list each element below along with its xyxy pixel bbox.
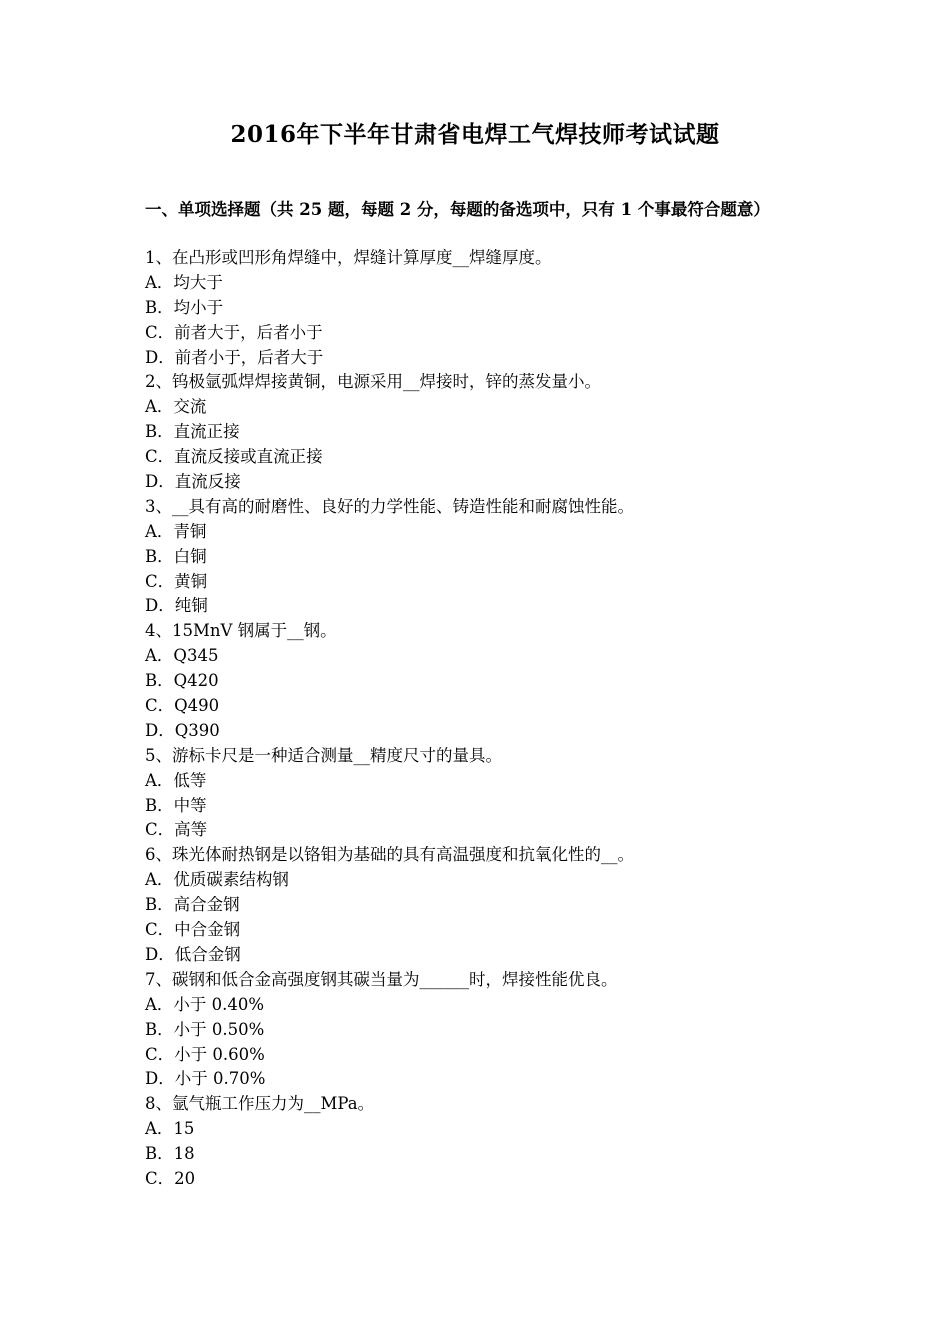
question-stem: 3、__具有高的耐磨性、良好的力学性能、铸造性能和耐腐蚀性能。 — [145, 496, 634, 516]
answer-option: B．小于 0.50% — [145, 1019, 265, 1039]
question-list — [145, 246, 810, 1192]
answer-option: D．直流反接 — [145, 472, 241, 492]
answer-option: D．低合金钢 — [145, 944, 241, 964]
question-item — [145, 619, 810, 743]
question-item — [145, 843, 810, 967]
document-title: 2016年下半年甘肃省电焊工气焊技师考试试题 — [230, 121, 720, 148]
question-stem: 5、游标卡尺是一种适合测量__精度尺寸的量具。 — [145, 745, 502, 765]
answer-option: A．均大于 — [145, 272, 223, 292]
answer-option: D．前者小于，后者大于 — [145, 347, 324, 367]
answer-option: A．小于 0.40% — [145, 994, 265, 1014]
answer-option: D．Q390 — [145, 720, 220, 740]
question-stem: 2、钨极氩弧焊焊接黄铜，电源采用__焊接时，锌的蒸发量小。 — [145, 372, 601, 392]
question-item — [145, 744, 810, 844]
answer-option: C．高等 — [145, 820, 208, 840]
question-item — [145, 370, 810, 494]
answer-option: A．低等 — [145, 770, 207, 790]
answer-option: C．直流反接或直流正接 — [145, 447, 323, 467]
question-stem: 7、碳钢和低合金高强度钢其碳当量为______时，焊接性能优良。 — [145, 969, 618, 989]
answer-option: B．中等 — [145, 795, 207, 815]
answer-option: A．优质碳素结构钢 — [145, 870, 289, 890]
answer-option: D．小于 0.70% — [145, 1069, 266, 1089]
answer-option: A．Q345 — [145, 646, 219, 666]
answer-option: C．20 — [145, 1168, 196, 1188]
answer-option: B．白铜 — [145, 546, 207, 566]
question-item — [145, 246, 810, 370]
answer-option: A．青铜 — [145, 521, 207, 541]
answer-option: C．黄铜 — [145, 571, 208, 591]
question-stem: 6、珠光体耐热钢是以铬钼为基础的具有高温强度和抗氧化性的__。 — [145, 845, 634, 865]
question-stem: 8、氩气瓶工作压力为__MPa。 — [145, 1094, 375, 1114]
answer-option: B．18 — [145, 1144, 195, 1164]
answer-option: D．纯铜 — [145, 596, 208, 616]
question-item — [145, 1092, 810, 1192]
answer-option: B．高合金钢 — [145, 895, 240, 915]
answer-option: C．中合金钢 — [145, 920, 241, 940]
answer-option: C．小于 0.60% — [145, 1044, 265, 1064]
answer-option: C．前者大于，后者小于 — [145, 322, 323, 342]
answer-option: B．直流正接 — [145, 422, 240, 442]
question-stem: 1、在凸形或凹形角焊缝中，焊缝计算厚度__焊缝厚度。 — [145, 248, 552, 267]
answer-option: C．Q490 — [145, 696, 220, 716]
answer-option: A．交流 — [145, 397, 207, 417]
answer-option: B．均小于 — [145, 297, 224, 317]
answer-option: A．15 — [145, 1119, 195, 1139]
question-item — [145, 495, 810, 619]
answer-option: B．Q420 — [145, 671, 219, 691]
question-stem: 4、15MnV 钢属于__钢。 — [145, 621, 337, 641]
question-item — [145, 968, 810, 1092]
section-heading: 一、单项选择题（共 25 题，每题 2 分，每题的备选项中，只有 1 个事最符合题意） — [145, 200, 770, 219]
